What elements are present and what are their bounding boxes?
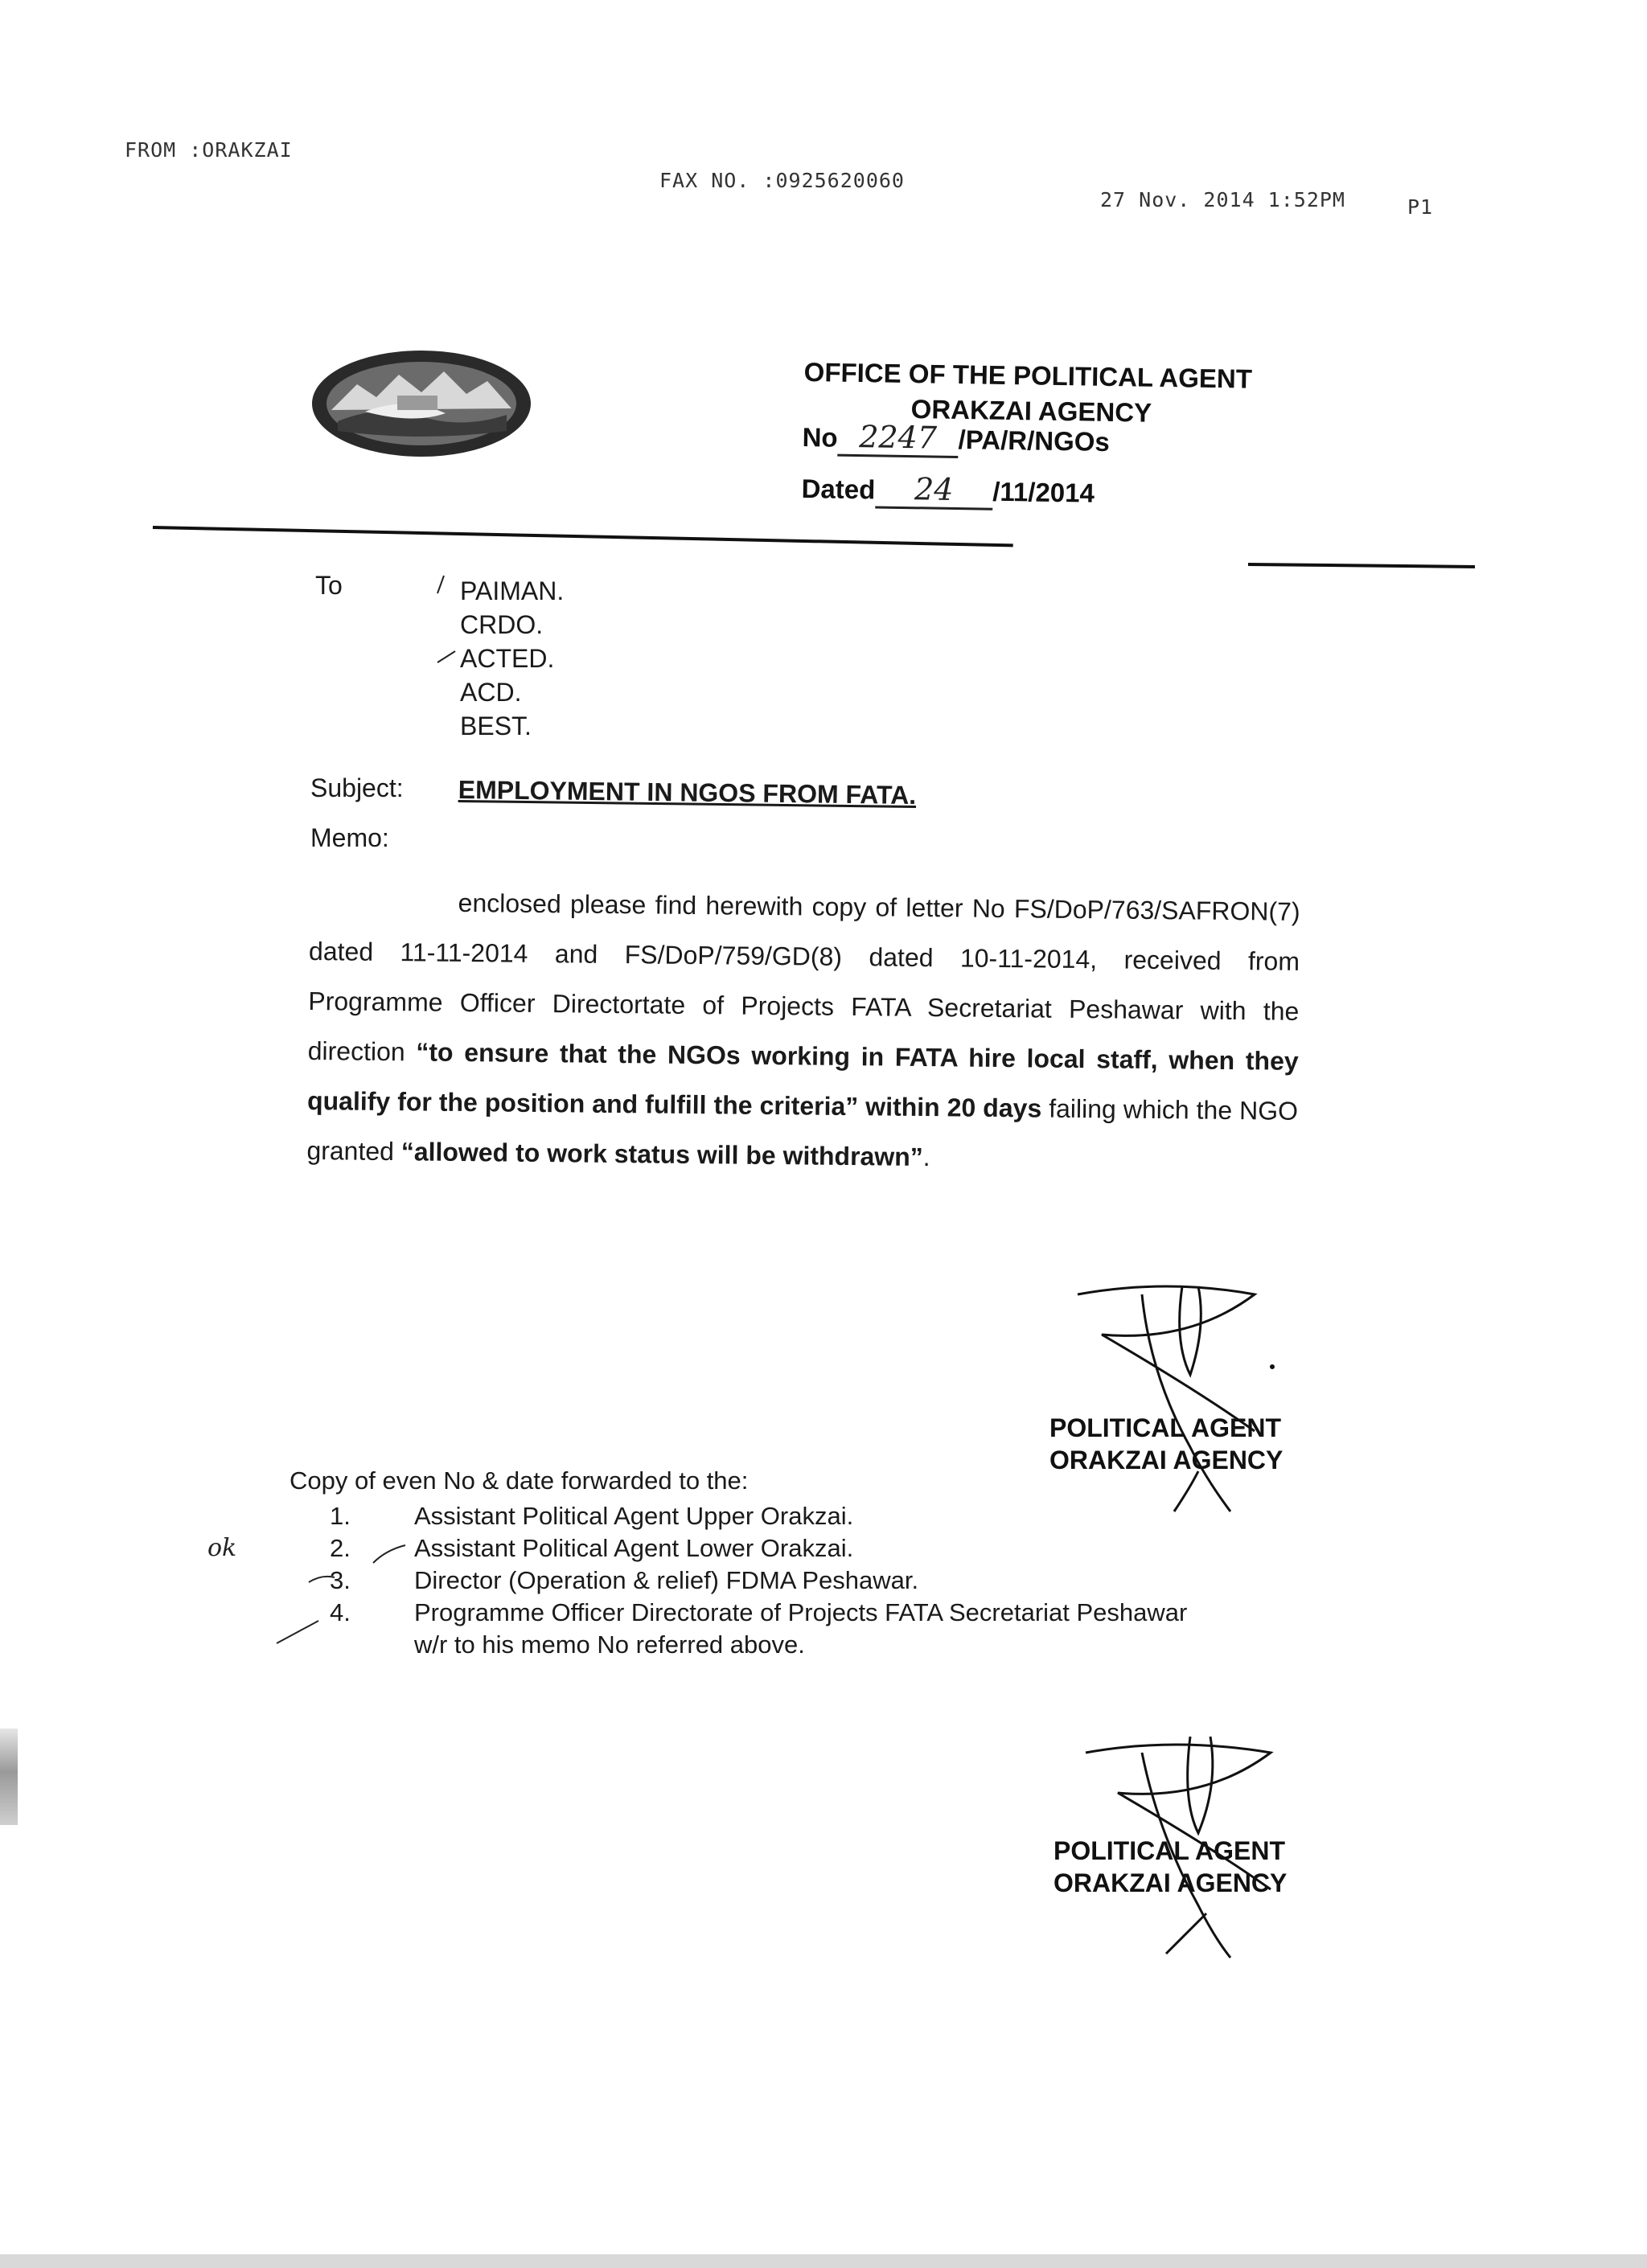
- list-item: 1. Assistant Political Agent Upper Orakzai.: [330, 1502, 854, 1530]
- memo-body-emphasis: “allowed to work status will be withdrawn”: [400, 1137, 923, 1172]
- subject-label: Subject:: [310, 773, 404, 802]
- addressee-item: ACTED.: [460, 644, 555, 673]
- agency-emblem-logo: [309, 347, 534, 460]
- reference-no-prefix: No: [802, 421, 838, 453]
- signature-agency: ORAKZAI AGENCY: [1049, 1446, 1284, 1474]
- memo-body-emphasis: “to ensure that the NGOs working in FATA hire local staff, when they qualify for the position and fulfill the criteria” within 20 days: [306, 1037, 1299, 1123]
- list-item: 4. Programme Officer Directorate of Projects FATA Secretariat Peshawar: [330, 1598, 1188, 1626]
- reference-no-suffix: /PA/R/NGOs: [958, 424, 1111, 457]
- tick-mark-icon: [433, 572, 449, 597]
- to-label: To: [315, 571, 343, 600]
- fax-from: FROM :ORAKZAI: [125, 138, 293, 162]
- letterhead-rule-left: [153, 526, 1013, 547]
- addressee-list: [460, 574, 564, 743]
- memo-label: Memo:: [310, 823, 389, 852]
- list-item-continuation: w/r to his memo No referred above.: [414, 1630, 805, 1659]
- tick-mark-icon: [273, 1616, 322, 1648]
- date-suffix: /11/2014: [992, 476, 1095, 508]
- memo-body: [306, 876, 1300, 1186]
- margin-note-handwritten: ok: [207, 1534, 237, 1562]
- scan-bottom-edge: [0, 2254, 1647, 2268]
- signature-block-2: [1054, 1835, 1287, 1899]
- reference-no-handwritten: 2247: [837, 419, 959, 458]
- memo-body-text: failing which the NGO granted: [306, 1093, 1299, 1167]
- office-title: OFFICE OF THE POLITICAL AGENT: [803, 357, 1253, 394]
- addressee-item: CRDO.: [460, 610, 544, 639]
- letterhead-rule-right: [1248, 563, 1475, 568]
- signature-title: POLITICAL AGENT: [1054, 1836, 1285, 1865]
- addressee-item: ACD.: [460, 678, 522, 707]
- office-agency: ORAKZAI AGENCY: [910, 394, 1152, 428]
- tick-mark-icon: [434, 643, 458, 667]
- memo-body-text: enclosed please find herewith copy of letter No FS/DoP/763/SAFRON(7) dated 11-11-2014 and FS/DoP/759/GD(8) dated 10-11-2014, received from Programme Officer Directortate of Projects FATA Secretariat Peshawar with the direction: [307, 888, 1300, 1067]
- date-handwritten: 24: [875, 470, 993, 510]
- list-item: 2. Assistant Political Agent Lower Orakzai.: [330, 1534, 854, 1562]
- scan-edge-artifact: [0, 1729, 18, 1825]
- signature-block-1: [1049, 1412, 1283, 1476]
- signature-agency: ORAKZAI AGENCY: [1054, 1868, 1288, 1897]
- fax-date-time: 27 Nov. 2014 1:52PM: [1100, 188, 1345, 211]
- memo-body-end: .: [922, 1142, 930, 1172]
- reference-number: [802, 418, 1110, 461]
- fax-number: FAX NO. :0925620060: [659, 169, 905, 192]
- addressee-item: PAIMAN.: [460, 576, 565, 605]
- letter-date: [801, 470, 1095, 512]
- copy-to-intro: Copy of even No & date forwarded to the:: [290, 1466, 749, 1495]
- signature-title: POLITICAL AGENT: [1049, 1413, 1281, 1442]
- date-prefix: Dated: [801, 473, 876, 505]
- tick-mark-icon: [370, 1542, 410, 1566]
- signature-scribble-1: [1070, 1278, 1295, 1520]
- tick-mark-icon: [306, 1571, 338, 1587]
- addressee-item: BEST.: [460, 712, 532, 740]
- copy-to-list: [330, 1500, 1187, 1661]
- subject-text: EMPLOYMENT IN NGOS FROM FATA.: [458, 775, 917, 810]
- list-item: 3. Director (Operation & relief) FDMA Peshawar.: [330, 1566, 919, 1594]
- fax-page: P1: [1407, 195, 1434, 219]
